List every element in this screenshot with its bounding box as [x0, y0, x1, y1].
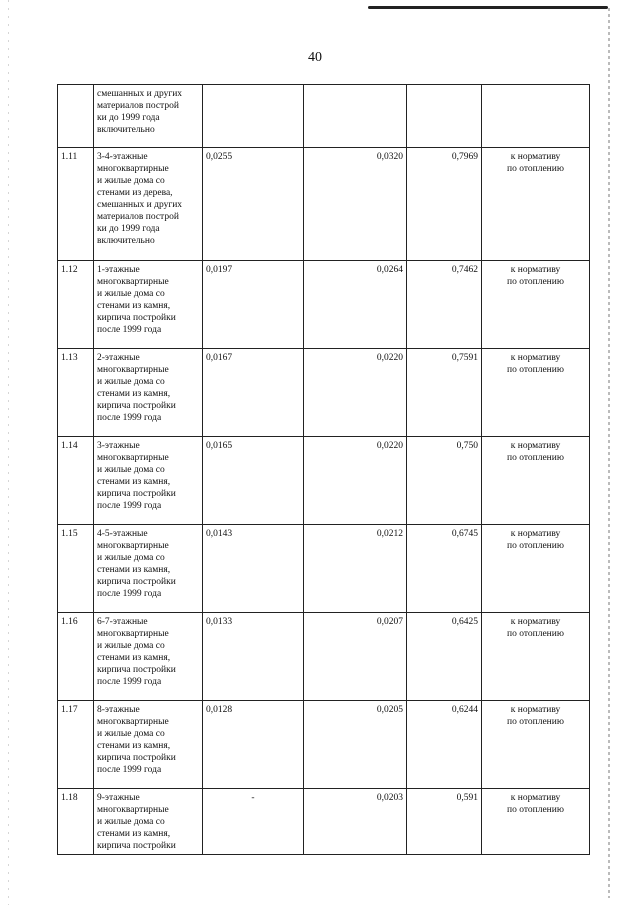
- table-row: [58, 437, 590, 525]
- value-1: 0,0197: [203, 261, 304, 349]
- value-2: 0,0220: [304, 437, 407, 525]
- row-number: 1.17: [58, 701, 94, 789]
- row-number: 1.12: [58, 261, 94, 349]
- value-2: 0,0212: [304, 525, 407, 613]
- row-number: 1.15: [58, 525, 94, 613]
- note-cell: [482, 701, 590, 789]
- table-row: [58, 701, 590, 789]
- note-cell: [482, 85, 590, 148]
- value-1: -: [203, 789, 304, 855]
- value-1: 0,0133: [203, 613, 304, 701]
- note-text: к нормативу по отоплению: [507, 705, 564, 727]
- note-text: к нормативу по отоплению: [507, 441, 564, 463]
- value-3: 0,750: [407, 437, 482, 525]
- note-cell: [482, 525, 590, 613]
- value-3: 0,7462: [407, 261, 482, 349]
- row-description-cell: [94, 349, 203, 437]
- value-3: 0,6244: [407, 701, 482, 789]
- note-text: к нормативу по отоплению: [507, 265, 564, 287]
- row-number: 1.11: [58, 148, 94, 261]
- row-number: 1.18: [58, 789, 94, 855]
- row-description: 4-5-этажные многоквартирные и жилые дома со стенами из камня, кирпича постройки после 1999 года: [97, 529, 176, 599]
- note-text: к нормативу по отоплению: [507, 152, 564, 174]
- value-1: 0,0165: [203, 437, 304, 525]
- value-3-cell: [407, 85, 482, 148]
- row-number-cell: [58, 85, 94, 148]
- note-cell: [482, 789, 590, 855]
- note-cell: [482, 261, 590, 349]
- row-description: смешанных и других материалов построй ки до 1999 года включительно: [97, 89, 183, 135]
- row-number: 1.16: [58, 613, 94, 701]
- value-3: 0,7591: [407, 349, 482, 437]
- row-description: 9-этажные многоквартирные и жилые дома со стенами из камня, кирпича постройки: [97, 793, 176, 851]
- scan-top-rule: [368, 6, 608, 9]
- table-row-continuation: [58, 85, 590, 148]
- row-description: 6-7-этажные многоквартирные и жилые дома со стенами из камня, кирпича постройки после 1999 года: [97, 617, 176, 687]
- table-row: [58, 525, 590, 613]
- value-2-cell: [304, 85, 407, 148]
- value-2: 0,0207: [304, 613, 407, 701]
- value-3: 0,6745: [407, 525, 482, 613]
- row-description-cell: [94, 148, 203, 261]
- row-description-cell: [94, 525, 203, 613]
- value-2: 0,0264: [304, 261, 407, 349]
- note-text: к нормативу по отоплению: [507, 793, 564, 815]
- table-row: [58, 349, 590, 437]
- table-row: [58, 789, 590, 855]
- row-description: 1-этажные многоквартирные и жилые дома со стенами из камня, кирпича постройки после 1999 года: [97, 265, 176, 335]
- note-text: к нормативу по отоплению: [507, 353, 564, 375]
- value-2: 0,0205: [304, 701, 407, 789]
- value-3: 0,7969: [407, 148, 482, 261]
- value-3: 0,6425: [407, 613, 482, 701]
- row-description-cell: [94, 613, 203, 701]
- page-number: 40: [308, 50, 322, 65]
- note-cell: [482, 148, 590, 261]
- scan-right-edge: [608, 8, 610, 898]
- value-2: 0,0203: [304, 789, 407, 855]
- row-description: 3-этажные многоквартирные и жилые дома со стенами из камня, кирпича постройки после 1999 года: [97, 441, 176, 511]
- row-description-cell: [94, 701, 203, 789]
- note-cell: [482, 613, 590, 701]
- table-row: [58, 613, 590, 701]
- value-1: 0,0167: [203, 349, 304, 437]
- row-description: 8-этажные многоквартирные и жилые дома со стенами из камня, кирпича постройки после 1999 года: [97, 705, 176, 775]
- row-description-cell: [94, 437, 203, 525]
- value-2: 0,0220: [304, 349, 407, 437]
- row-number: 1.14: [58, 437, 94, 525]
- row-number: 1.13: [58, 349, 94, 437]
- row-description-cell: [94, 789, 203, 855]
- value-1: 0,0128: [203, 701, 304, 789]
- row-description-cell: [94, 85, 203, 148]
- row-description: 2-этажные многоквартирные и жилые дома со стенами из камня, кирпича постройки после 1999 года: [97, 353, 176, 423]
- table-row: [58, 261, 590, 349]
- note-text: к нормативу по отоплению: [507, 617, 564, 639]
- note-cell: [482, 437, 590, 525]
- row-description-cell: [94, 261, 203, 349]
- table-row: [58, 148, 590, 261]
- value-1: 0,0143: [203, 525, 304, 613]
- value-3: 0,591: [407, 789, 482, 855]
- tariff-table: [57, 84, 590, 855]
- value-1: 0,0255: [203, 148, 304, 261]
- value-2: 0,0320: [304, 148, 407, 261]
- note-text: к нормативу по отоплению: [507, 529, 564, 551]
- row-description: 3-4-этажные многоквартирные и жилые дома со стенами из дерева, смешанных и других материалов построй ки до 1999 года включительно: [97, 152, 183, 246]
- scan-left-edge: [8, 0, 9, 905]
- value-1-cell: [203, 85, 304, 148]
- note-cell: [482, 349, 590, 437]
